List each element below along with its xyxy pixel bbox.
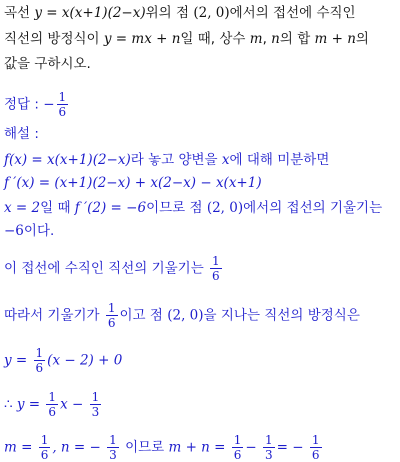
solution-step-6 [4, 302, 360, 329]
question-text: 곡선 [4, 5, 31, 21]
slope-fraction [106, 302, 118, 329]
solution-text: 라 놓고 양변을 [130, 152, 218, 168]
constant-m: m [249, 31, 263, 47]
solution-text: 이므로 점 [146, 200, 203, 216]
equation-rhs: (x − 2) + 0 [47, 352, 123, 369]
fraction-denominator: 3 [91, 405, 100, 419]
fraction-numerator: 1 [109, 433, 117, 447]
fraction-denominator: 6 [48, 405, 57, 419]
question-text: 일 때, 상수 [180, 31, 246, 47]
question-line-3: 값을 구하시오. [4, 56, 91, 72]
line-equation: y = mx + n [103, 31, 181, 47]
answer-numerator: 1 [58, 90, 67, 104]
solution-step-1 [4, 151, 329, 169]
equation-lhs: y = [4, 352, 28, 369]
point: (2, 0) [206, 200, 244, 216]
n-assignment: , n = − [52, 439, 101, 456]
question-text: 의 합 [279, 31, 311, 47]
fraction-numerator: 1 [311, 433, 320, 447]
n-fraction [107, 434, 119, 461]
minus-sign: − [245, 439, 257, 456]
solution-step-4 [4, 222, 54, 240]
fraction-numerator: 1 [40, 433, 49, 447]
question-text: 위의 점 [145, 5, 190, 21]
variable-x: x [221, 152, 230, 168]
equation-lhs: y = [16, 396, 41, 413]
solution-step-7 [4, 347, 122, 374]
slope-value: −6 [4, 223, 24, 239]
solution-text: 따라서 기울기가 [4, 307, 100, 324]
sum-expression: m + n [314, 31, 356, 47]
solution-text: 이고 점 [119, 307, 163, 324]
sum-fraction-2 [263, 434, 275, 461]
answer-label: 정답 : [4, 96, 39, 113]
fraction-denominator: 6 [40, 448, 49, 462]
equals-minus: = − [276, 439, 304, 456]
answer-denominator: 6 [58, 105, 67, 119]
solution-text: 이 접선에 수직인 직선의 기울기는 [4, 260, 204, 277]
solution-step-2 [4, 174, 262, 192]
solution-step-9 [4, 434, 324, 461]
constant-n: n [271, 31, 280, 47]
fraction-denominator: 6 [35, 361, 44, 375]
answer-line [4, 91, 70, 118]
fraction-denominator: 6 [107, 316, 116, 330]
question-line-2 [4, 30, 369, 48]
intercept-fraction [90, 391, 102, 418]
point: (2, 0) [167, 307, 204, 324]
solution-text: 일 때 [40, 200, 71, 216]
fraction-numerator: 1 [212, 254, 220, 268]
solution-text: 이므로 [125, 439, 165, 456]
solution-text: 에서의 접선의 기울기는 [243, 200, 383, 216]
derivative-value: f ′(2) = −6 [74, 200, 147, 216]
point: (2, 0) [193, 5, 230, 21]
coefficient-fraction [34, 347, 46, 374]
fraction-numerator: 1 [35, 346, 44, 360]
question-text: 에서의 접선에 수직인 [229, 5, 356, 21]
answer-fraction [57, 91, 69, 118]
question-line-1 [4, 4, 356, 22]
fraction-denominator: 3 [109, 448, 117, 462]
x-value: x = 2 [4, 200, 41, 216]
m-assignment: m = [4, 439, 33, 456]
fraction-denominator: 6 [233, 448, 242, 462]
fraction-numerator: 1 [48, 390, 57, 404]
curve-equation: y = x(x+1)(2−x) [34, 5, 146, 21]
solution-step-5 [4, 255, 224, 282]
question-text: 의 [355, 31, 369, 47]
result-fraction [310, 434, 322, 461]
fraction-denominator: 6 [212, 269, 220, 283]
fraction-denominator: 3 [265, 448, 273, 462]
solution-label: 해설 : [4, 126, 39, 142]
solution-step-8 [4, 391, 103, 418]
solution-text: 이다. [23, 223, 55, 239]
fraction-numerator: 1 [233, 433, 242, 447]
perpendicular-slope-fraction [210, 255, 222, 282]
fraction-denominator: 6 [311, 448, 320, 462]
m-fraction [39, 434, 51, 461]
fraction-numerator: 1 [107, 301, 116, 315]
slope-fraction [46, 391, 58, 418]
sum-fraction-1 [232, 434, 244, 461]
equation-term: x − [60, 396, 84, 413]
fraction-numerator: 1 [91, 390, 100, 404]
derivative-equation: f ′(x) = (x+1)(2−x) + x(2−x) − x(x+1) [4, 175, 262, 191]
solution-text: 을 지나는 직선의 방정식은 [203, 307, 360, 324]
answer-sign: − [43, 96, 55, 113]
solution-step-3 [4, 199, 382, 217]
question-text: 직선의 방정식이 [4, 31, 100, 47]
therefore-symbol: ∴ [4, 396, 13, 413]
sum-lhs: m + n = [168, 439, 226, 456]
fraction-numerator: 1 [265, 433, 273, 447]
function-definition: f(x) = x(x+1)(2−x) [4, 152, 131, 168]
solution-text: 에 대해 미분하면 [229, 152, 330, 168]
comma: , [262, 31, 267, 47]
